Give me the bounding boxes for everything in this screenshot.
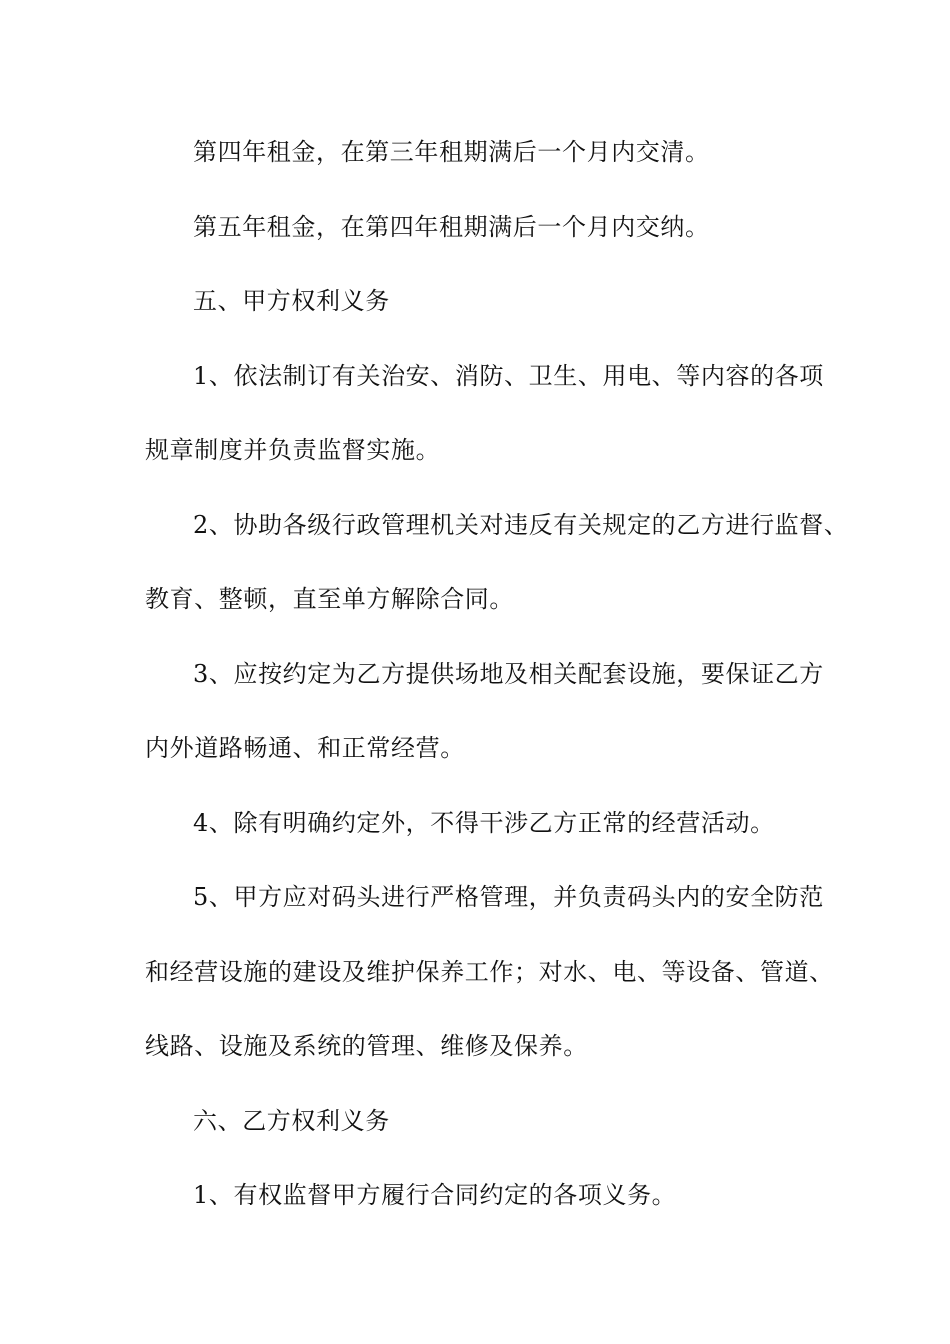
section-heading-party-a: 五、甲方权利义务 bbox=[193, 287, 390, 315]
text-line-a2-start: 2、协助各级行政管理机关对违反有关规定的乙方进行监督、 bbox=[193, 510, 849, 539]
text-line-rent-year-5: 第五年租金，在第四年租期满后一个月内交纳。 bbox=[193, 212, 710, 241]
text-line-a4: 4、除有明确约定外，不得干涉乙方正常的经营活动。 bbox=[193, 808, 775, 837]
text-line-a2-end: 教育、整顿，直至单方解除合同。 bbox=[145, 585, 514, 613]
text-line-a5-start: 5、甲方应对码头进行严格管理，并负责码头内的安全防范 bbox=[193, 883, 824, 911]
text-line-rent-year-4: 第四年租金，在第三年租期满后一个月内交清。 bbox=[193, 138, 710, 166]
text-line-a1-end: 规章制度并负责监督实施。 bbox=[145, 436, 441, 464]
document-body bbox=[145, 130, 849, 1248]
text-line-a3-start: 3、应按约定为乙方提供场地及相关配套设施，要保证乙方 bbox=[193, 659, 824, 688]
text-line-a5-middle: 和经营设施的建设及维护保养工作；对水、电、等设备、管道、 bbox=[145, 957, 834, 986]
text-line-a3-end: 内外道路畅通、和正常经营。 bbox=[145, 734, 465, 762]
text-line-a5-end: 线路、设施及系统的管理、维修及保养。 bbox=[145, 1032, 588, 1060]
section-heading-party-b: 六、乙方权利义务 bbox=[193, 1106, 390, 1135]
text-line-b1: 1、有权监督甲方履行合同约定的各项义务。 bbox=[193, 1181, 677, 1209]
text-line-a1-start: 1、依法制订有关治安、消防、卫生、用电、等内容的各项 bbox=[193, 361, 824, 390]
